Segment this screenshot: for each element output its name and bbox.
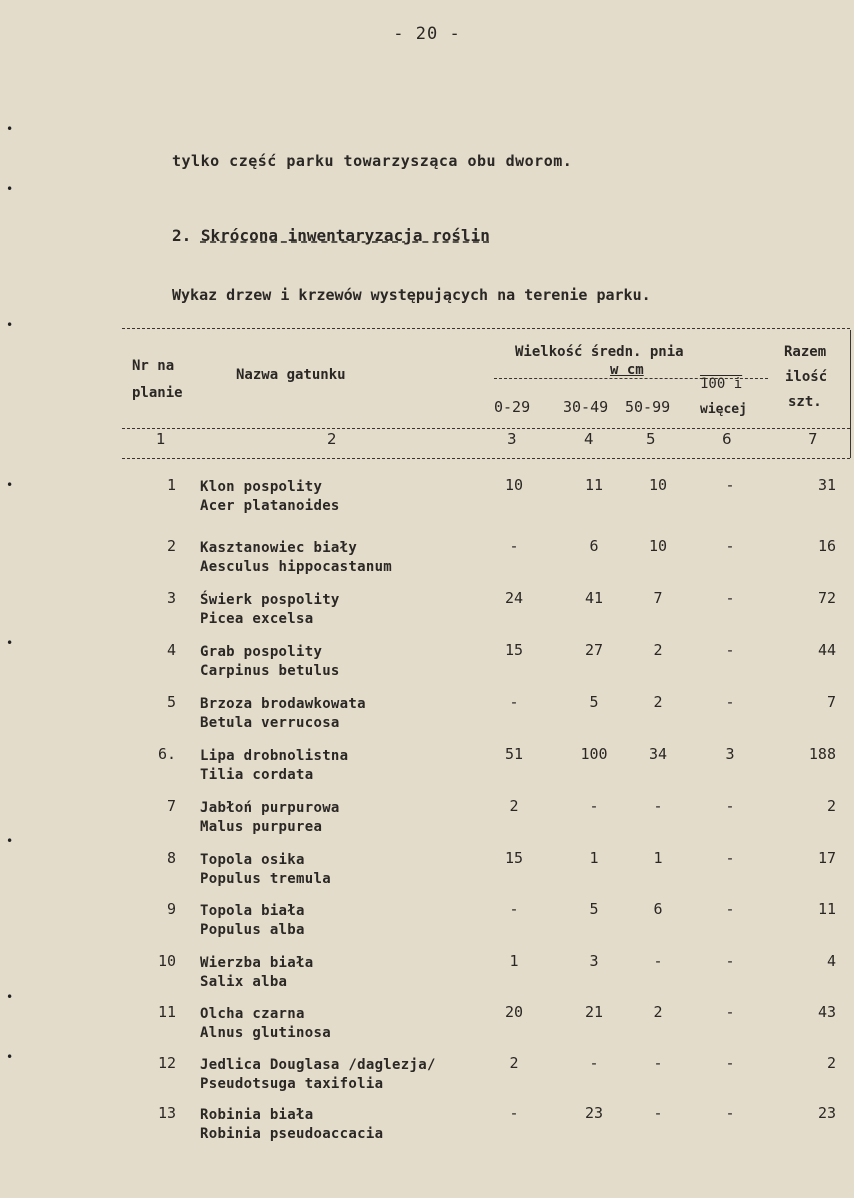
size-count: 24 (504, 589, 524, 607)
size-count: 51 (504, 745, 524, 763)
size-count: 10 (504, 476, 524, 494)
size-count: 15 (504, 641, 524, 659)
row-number: 12 (157, 1054, 176, 1072)
species-polish-name: Wierzba biała (200, 955, 314, 971)
header-size-unit: w cm (610, 362, 644, 378)
total-count: 23 (817, 1104, 836, 1122)
size-count: - (725, 952, 735, 970)
size-count: - (653, 1054, 663, 1072)
size-count: - (589, 797, 599, 815)
total-count: 7 (826, 693, 836, 711)
species-polish-name: Olcha czarna (200, 1006, 305, 1022)
species-latin-name: Betula verrucosa (200, 715, 340, 731)
size-count: 1 (589, 849, 599, 867)
row-number: 9 (166, 900, 176, 918)
total-count: 44 (817, 641, 836, 659)
size-count: - (589, 1054, 599, 1072)
row-number: 8 (166, 849, 176, 867)
header-size-100-line1: 100 i (700, 376, 743, 392)
size-count: - (725, 693, 735, 711)
species-polish-name: Brzoza brodawkowata (200, 696, 366, 712)
size-count: 7 (653, 589, 663, 607)
header-total-line3: szt. (788, 394, 822, 410)
row-number: 6. (157, 745, 176, 763)
size-count: 20 (504, 1003, 524, 1021)
margin-mark: • (6, 834, 14, 848)
species-latin-name: Pseudotsuga taxifolia (200, 1076, 384, 1092)
size-count: 10 (648, 537, 668, 555)
total-count: 2 (826, 1054, 836, 1072)
header-total-line2: ilość (785, 369, 828, 385)
size-count: 41 (584, 589, 604, 607)
row-number: 11 (157, 1003, 176, 1021)
total-count: 72 (817, 589, 836, 607)
species-polish-name: Robinia biała (200, 1107, 314, 1123)
species-polish-name: Lipa drobnolistna (200, 748, 349, 764)
size-count: 100 (580, 745, 608, 763)
header-nr-line2: planie (132, 385, 183, 401)
size-count: 6 (653, 900, 663, 918)
total-col-rule (850, 330, 851, 458)
colnum-bottom-rule (122, 458, 850, 459)
species-polish-name: Topola osika (200, 852, 305, 868)
species-latin-name: Picea excelsa (200, 611, 314, 627)
size-count: 3 (725, 745, 735, 763)
section-heading (172, 226, 490, 245)
total-count: 11 (817, 900, 836, 918)
colnum-6: 6 (722, 430, 732, 448)
species-polish-name: Topola biała (200, 903, 305, 919)
header-nr-line1: Nr na (132, 358, 175, 374)
total-count: 31 (817, 476, 836, 494)
size-count: - (509, 900, 519, 918)
margin-mark: • (6, 122, 14, 136)
row-number: 1 (166, 476, 176, 494)
size-count: 23 (584, 1104, 604, 1122)
header-size-0-29: 0-29 (494, 398, 531, 416)
size-count: - (509, 537, 519, 555)
species-polish-name: Kasztanowiec biały (200, 540, 358, 556)
margin-mark: • (6, 990, 14, 1004)
size-count: 11 (584, 476, 604, 494)
size-count: 6 (589, 537, 599, 555)
species-latin-name: Acer platanoides (200, 498, 340, 514)
size-count: - (653, 1104, 663, 1122)
section-number: 2. (172, 226, 192, 245)
row-number: 5 (166, 693, 176, 711)
header-species: Nazwa gatunku (236, 367, 346, 383)
size-count: - (725, 1104, 735, 1122)
size-count: - (725, 589, 735, 607)
header-size-50-99: 50-99 (625, 398, 671, 416)
paragraph-text: tylko część parku towarzysząca obu dworom. (172, 152, 573, 170)
row-number: 4 (166, 641, 176, 659)
species-latin-name: Populus tremula (200, 871, 331, 887)
margin-mark: • (6, 182, 14, 196)
size-count: 2 (509, 797, 519, 815)
row-number: 3 (166, 589, 176, 607)
species-latin-name: Populus alba (200, 922, 305, 938)
row-number: 2 (166, 537, 176, 555)
species-polish-name: Jedlica Douglasa /daglezja/ (200, 1057, 436, 1073)
header-size-100-line2: więcej (700, 402, 747, 417)
header-size-group: Wielkość średn. pnia (515, 344, 684, 360)
size-count: - (653, 952, 663, 970)
size-count: - (725, 476, 735, 494)
row-number: 13 (157, 1104, 176, 1122)
species-latin-name: Tilia cordata (200, 767, 314, 783)
page-number: - 20 - (393, 24, 461, 44)
colnum-2: 2 (327, 430, 337, 448)
colnum-4: 4 (584, 430, 594, 448)
size-count: 5 (589, 900, 599, 918)
size-count: 1 (509, 952, 519, 970)
size-count: 5 (589, 693, 599, 711)
species-polish-name: Grab pospolity (200, 644, 323, 660)
size-count: 2 (653, 693, 663, 711)
size-count: - (725, 1054, 735, 1072)
colnum-5: 5 (646, 430, 656, 448)
size-count: - (725, 849, 735, 867)
size-count: 2 (509, 1054, 519, 1072)
species-latin-name: Malus purpurea (200, 819, 323, 835)
total-count: 43 (817, 1003, 836, 1021)
size-count: - (725, 900, 735, 918)
size-count: - (653, 797, 663, 815)
table-top-rule (122, 328, 850, 329)
size-count: - (725, 641, 735, 659)
total-count: 16 (817, 537, 836, 555)
species-polish-name: Klon pospolity (200, 479, 323, 495)
size-count: 2 (653, 1003, 663, 1021)
table-intro: Wykaz drzew i krzewów występujących na terenie parku. (172, 286, 651, 304)
colnum-7: 7 (808, 430, 818, 448)
total-count: 2 (826, 797, 836, 815)
size-count: - (725, 797, 735, 815)
header-total-line1: Razem (784, 344, 827, 360)
species-latin-name: Robinia pseudoaccacia (200, 1126, 384, 1142)
size-count: - (509, 1104, 519, 1122)
species-latin-name: Alnus glutinosa (200, 1025, 331, 1041)
size-count: 21 (584, 1003, 604, 1021)
margin-mark: • (6, 636, 14, 650)
size-count: 15 (504, 849, 524, 867)
size-count: - (725, 537, 735, 555)
total-count: 17 (817, 849, 836, 867)
size-count: - (509, 693, 519, 711)
size-count: 1 (653, 849, 663, 867)
species-latin-name: Aesculus hippocastanum (200, 559, 393, 575)
species-latin-name: Carpinus betulus (200, 663, 340, 679)
row-number: 7 (166, 797, 176, 815)
colnum-1: 1 (156, 430, 166, 448)
margin-mark: • (6, 1050, 14, 1064)
size-count: 3 (589, 952, 599, 970)
total-count: 188 (808, 745, 836, 763)
size-count: 2 (653, 641, 663, 659)
margin-mark: • (6, 318, 14, 332)
header-size-30-49: 30-49 (563, 398, 609, 416)
total-count: 4 (826, 952, 836, 970)
size-count: - (725, 1003, 735, 1021)
species-latin-name: Salix alba (200, 974, 288, 990)
header-bottom-rule (122, 428, 850, 429)
row-number: 10 (157, 952, 176, 970)
size-count: 10 (648, 476, 668, 494)
species-polish-name: Jabłoń purpurowa (200, 800, 340, 816)
colnum-3: 3 (507, 430, 517, 448)
size-count: 27 (584, 641, 604, 659)
size-count: 34 (648, 745, 668, 763)
margin-mark: • (6, 478, 14, 492)
species-polish-name: Świerk pospolity (200, 592, 340, 608)
section-title: Skrócona inwentaryzacja roślin (200, 226, 490, 245)
